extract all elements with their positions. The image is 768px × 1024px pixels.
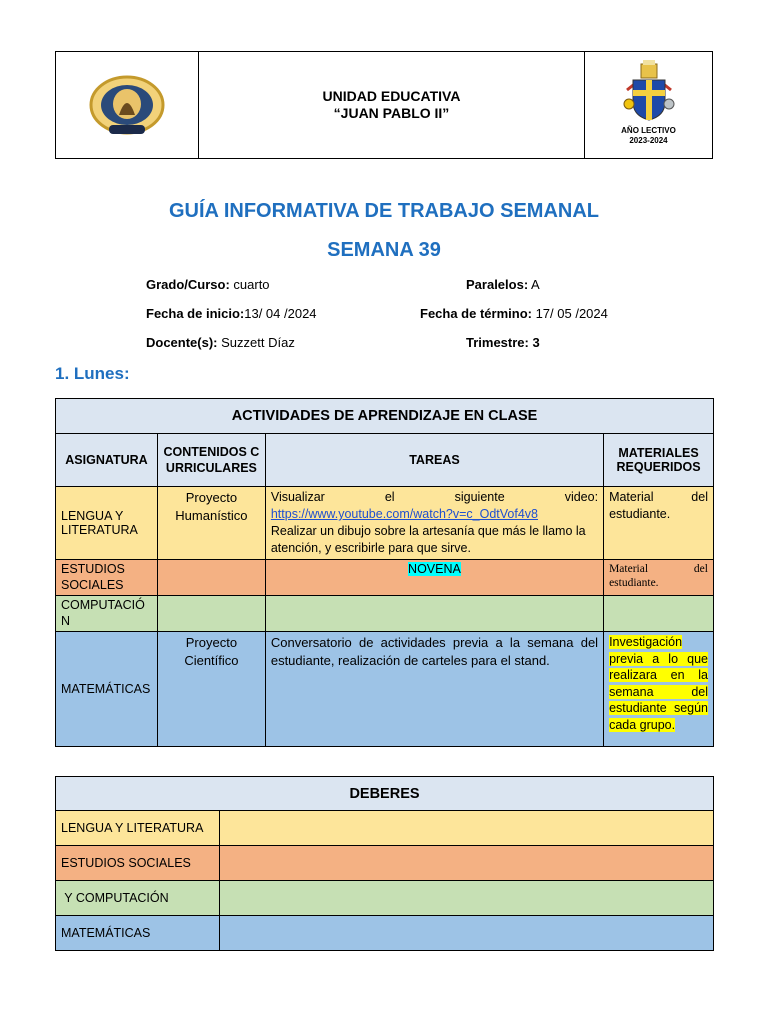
materials-cell: Material del estudiante. — [604, 487, 714, 560]
activities-table — [55, 398, 714, 747]
task-cell — [265, 487, 603, 560]
table-row — [56, 487, 714, 560]
content-cell: Proyecto Humanístico — [157, 487, 265, 560]
school-logo-icon — [85, 71, 169, 139]
activities-caption: ACTIVIDADES DE APRENDIZAJE EN CLASE — [56, 399, 714, 434]
papal-coat-of-arms-icon — [619, 60, 679, 124]
school-name-line2: “JUAN PABLO II” — [333, 105, 450, 121]
docente-value: Suzzett Díaz — [217, 335, 295, 350]
deberes-value — [219, 916, 713, 951]
school-year-label: AÑO LECTIVO — [621, 126, 676, 135]
coat-of-arms-cell — [585, 52, 712, 158]
header-contenidos: CONTENIDOS CURRICULARES — [157, 434, 265, 487]
paralelo-field — [466, 277, 540, 292]
table-row — [56, 596, 714, 632]
inicio-value: 13/ 04 /2024 — [244, 306, 317, 321]
activities-caption-row — [56, 399, 714, 434]
header-asignatura: ASIGNATURA — [56, 434, 158, 487]
task-prefix: Visualizar el siguiente video: — [270, 490, 599, 504]
termino-label: Fecha de término: — [420, 306, 532, 321]
table-row — [56, 811, 714, 846]
subject-cell: COMPUTACIÓN — [56, 596, 158, 632]
deberes-value — [219, 846, 713, 881]
docente-label: Docente(s): — [146, 335, 218, 350]
inicio-label: Fecha de inicio: — [146, 306, 245, 321]
paralelo-label: Paralelos: — [466, 277, 529, 292]
task-cell — [265, 596, 603, 632]
content-cell: Proyecto Científico — [157, 632, 265, 747]
table-row — [56, 632, 714, 747]
deberes-value — [219, 881, 713, 916]
subject-cell: LENGUA Y LITERATURA — [56, 487, 158, 560]
task-highlight: NOVENA — [408, 562, 461, 576]
trimestre-value: 3 — [528, 335, 540, 350]
task-cell — [265, 560, 603, 596]
school-logo-cell — [56, 52, 199, 158]
trimestre-label: Trimestre: — [466, 335, 529, 350]
termino-value: 17/ 05 /2024 — [531, 306, 608, 321]
deberes-table — [55, 776, 714, 951]
school-name-line1: UNIDAD EDUCATIVA — [322, 88, 461, 104]
header-materiales: MATERIALES REQUERIDOS — [604, 434, 714, 487]
video-link[interactable]: https://www.youtube.com/watch?v=c_OdtVof4v8 — [270, 507, 539, 521]
inicio-field — [146, 306, 317, 321]
materials-cell — [604, 596, 714, 632]
task-cell: Conversatorio de actividades previa a la semana del estudiante, realización de carteles para el stand. — [265, 632, 603, 747]
table-row — [56, 846, 714, 881]
header-tareas: TAREAS — [265, 434, 603, 487]
deberes-value — [219, 811, 713, 846]
table-row — [56, 916, 714, 951]
deberes-subject: Y COMPUTACIÓN — [56, 881, 220, 916]
deberes-caption: DEBERES — [56, 777, 714, 811]
subject-cell: ESTUDIOS SOCIALES — [56, 560, 158, 596]
table-row — [56, 881, 714, 916]
deberes-caption-row — [56, 777, 714, 811]
content-cell — [157, 596, 265, 632]
school-name-cell — [199, 52, 585, 158]
deberes-subject: MATEMÁTICAS — [56, 916, 220, 951]
paralelo-value: A — [528, 277, 540, 292]
docente-field — [146, 335, 295, 350]
grado-label: Grado/Curso: — [146, 277, 230, 292]
week-title: SEMANA 39 — [327, 239, 441, 261]
subject-cell: MATEMÁTICAS — [56, 632, 158, 747]
grado-value: cuarto — [229, 277, 270, 292]
content-cell — [157, 560, 265, 596]
materials-highlight: Investigación previa a lo que realizara en la semana del estudiante según cada grupo. — [609, 635, 708, 732]
deberes-subject: LENGUA Y LITERATURA — [56, 811, 220, 846]
termino-field — [420, 306, 608, 321]
materials-cell — [604, 632, 714, 747]
materials-cell: Material del estudiante. — [604, 560, 714, 596]
activities-header-row — [56, 434, 714, 487]
grado-field — [146, 277, 270, 292]
school-year-value: 2023-2024 — [629, 136, 668, 145]
day-heading: 1. Lunes: — [55, 364, 130, 383]
page-title: GUÍA INFORMATIVA DE TRABAJO SEMANAL — [169, 200, 599, 222]
header-box — [55, 51, 713, 159]
trimestre-field — [466, 335, 540, 350]
deberes-subject: ESTUDIOS SOCIALES — [56, 846, 220, 881]
table-row — [56, 560, 714, 596]
task-rest: Realizar un dibujo sobre la artesanía que más le llamo la atención, y escribirle para que sirve. — [270, 524, 586, 555]
